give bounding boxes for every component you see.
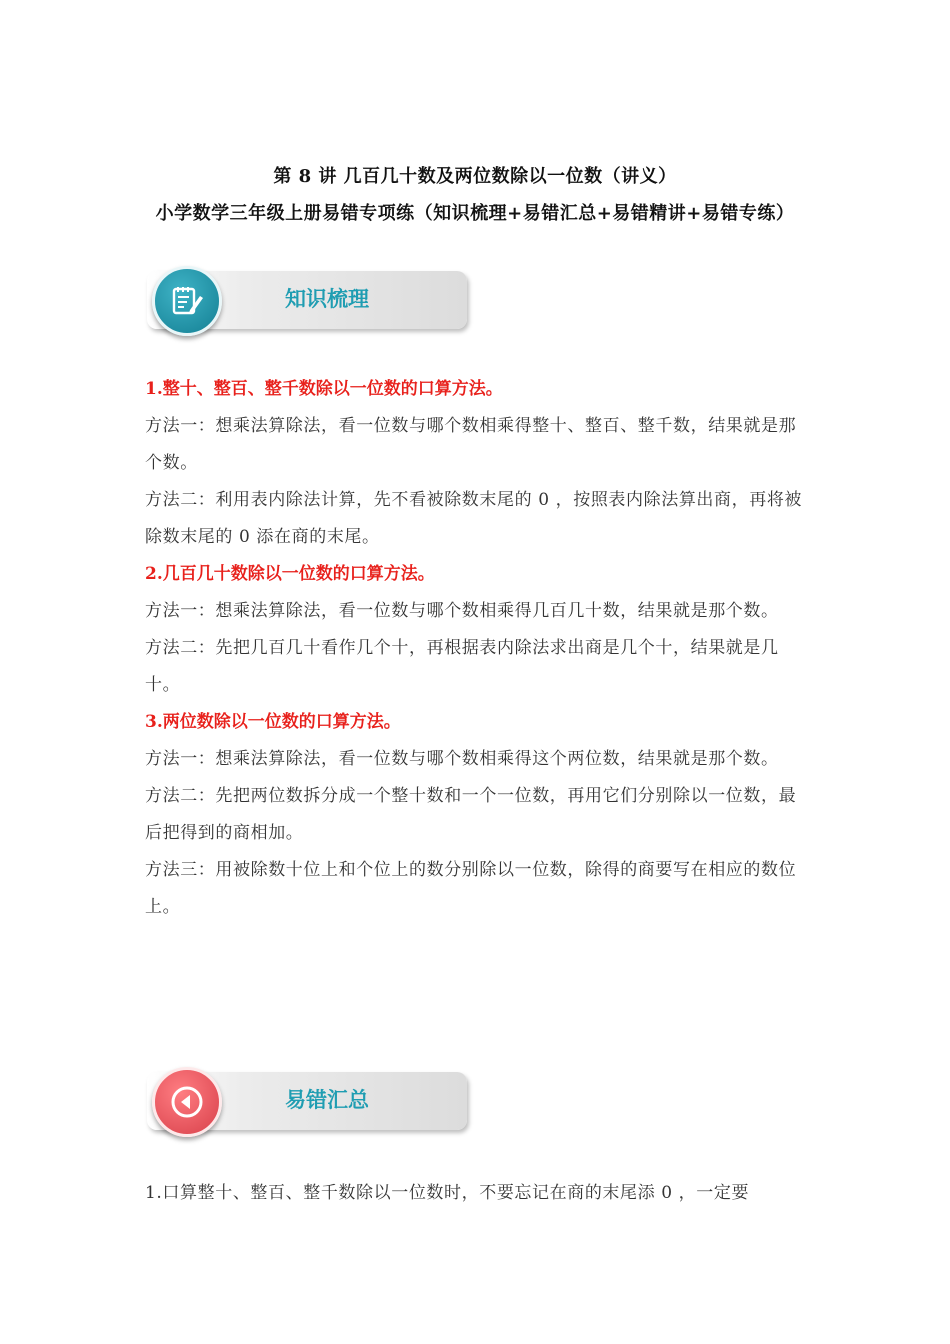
section-heading: 1.整十、整百、整千数除以一位数的口算方法。 bbox=[145, 379, 503, 399]
method-paragraph: 方法三：用被除数十位上和个位上的数分别除以一位数，除得的商要写在相应的数位上。 bbox=[145, 860, 797, 917]
knowledge-content bbox=[145, 371, 805, 926]
banner-label: 易错汇总 bbox=[285, 1088, 369, 1112]
banner-label: 知识梳理 bbox=[285, 287, 369, 311]
method-paragraph: 方法二：利用表内除法计算，先不看被除数末尾的 0 ，按照表内除法算出商，再将被除数末尾的 0 添在商的末尾。 bbox=[145, 490, 803, 547]
errors-content bbox=[145, 1175, 805, 1212]
section-heading: 2.几百几十数除以一位数的口算方法。 bbox=[145, 564, 435, 584]
method-paragraph: 方法一：想乘法算除法，看一位数与哪个数相乘得几百几十数，结果就是那个数。 bbox=[145, 601, 779, 621]
method-paragraph: 方法一：想乘法算除法，看一位数与哪个数相乘得整十、整百、整千数，结果就是那个数。 bbox=[145, 416, 797, 473]
method-paragraph: 方法一：想乘法算除法，看一位数与哪个数相乘得这个两位数，结果就是那个数。 bbox=[145, 749, 779, 769]
section-heading: 3.两位数除以一位数的口算方法。 bbox=[145, 712, 401, 732]
lecture-subtitle: 小学数学三年级上册易错专项练（知识梳理+易错汇总+易错精讲+易错专练） bbox=[155, 203, 795, 224]
banner-icon-circle bbox=[152, 1067, 222, 1137]
section-banner-knowledge bbox=[147, 271, 467, 329]
method-paragraph: 方法二：先把两位数拆分成一个整十数和一个一位数，再用它们分别除以一位数，最后把得到的商相加。 bbox=[145, 786, 797, 843]
play-back-icon bbox=[169, 1084, 205, 1120]
method-paragraph: 方法二：先把几百几十看作几个十，再根据表内除法求出商是几个十，结果就是几十。 bbox=[145, 638, 779, 695]
lecture-title: 第 8 讲 几百几十数及两位数除以一位数（讲义） bbox=[273, 166, 677, 187]
error-item: 1.口算整十、整百、整千数除以一位数时，不要忘记在商的末尾添 0 ，一定要 bbox=[145, 1183, 750, 1203]
banner-icon-circle bbox=[152, 266, 222, 336]
section-banner-errors bbox=[147, 1072, 467, 1130]
notepad-pencil-icon bbox=[170, 284, 204, 318]
